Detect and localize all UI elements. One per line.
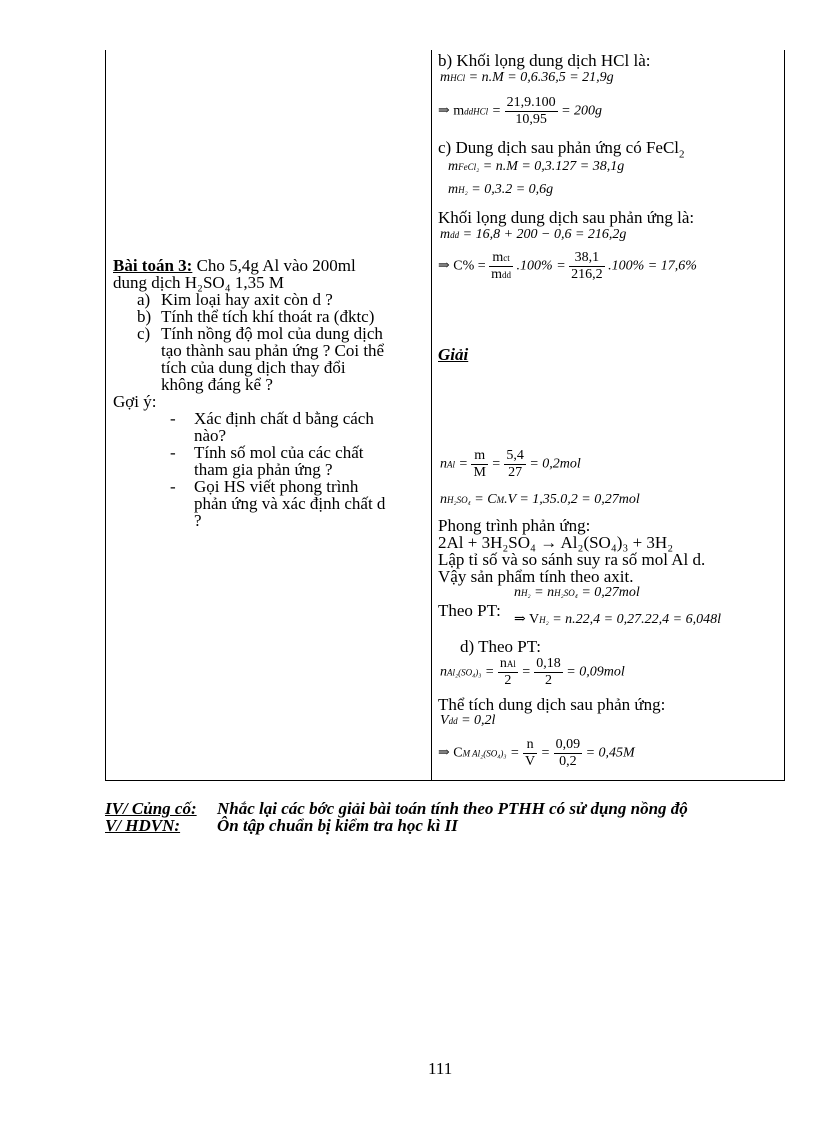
pt-title: Phong trình phản ứng: [438, 516, 591, 535]
goi-y-label: Gợi ý: [113, 392, 157, 411]
hint-1-line-2: nào? [194, 426, 227, 445]
footer-v [105, 816, 458, 836]
problem-intro: Bài toán 3: Cho 5,4g Al vào 200ml [113, 256, 356, 275]
lap-ti-so: Lập tỉ số và so sánh suy ra số mol Al d. [438, 550, 706, 569]
m-h2-formula: mH₂ = 0,3.2 = 0,6g [448, 182, 554, 197]
footer-v-text: Ôn tập chuẩn bị kiểm tra học kì II [217, 816, 458, 835]
footer-v-label: V/ HDVN: [105, 816, 181, 835]
problem-line-2: dung dịch H₂SO₄ 1,35 M [113, 273, 284, 292]
part-d-title: d) Theo PT: [460, 637, 541, 656]
m-hcl-formula: mHCl = n.M = 0,6.36,5 = 21,9g [440, 70, 614, 85]
reaction-equation: 2Al + 3H₂SO₄ → Al₂(SO₄)₃ + 3H₂ [438, 533, 674, 552]
part-b-title: b) Khối lọng dung dịch HCl là: [438, 51, 651, 70]
option-c-line-4: không đáng kể ? [161, 375, 273, 394]
hint-3-dash: - [170, 477, 176, 496]
c-percent-formula: ⇒ C% = $\frac{\text{mct}}{\text{mdd}}$ .100% = $\frac{38,1}{216,2}$ .100% = 17,6% [438, 250, 697, 282]
hint-2-line-2: tham gia phản ứng ? [194, 460, 333, 479]
hint-3-line-1: Gọi HS viết phong trình [194, 477, 359, 496]
footer-iv-text: Nhắc lại các bớc giải bài toán tính theo PTHH có sử dụng nồng độ [217, 799, 688, 818]
option-c: c) Tính nồng độ mol của dung dịch [137, 324, 383, 343]
v-dd-formula: Vdd = 0,2l [440, 713, 496, 728]
option-c-line-3: tích của dung dịch thay đổi [161, 358, 346, 377]
the-tich-title: Thể tích dung dịch sau phản ứng: [438, 695, 666, 714]
giai-heading: Giải [438, 345, 469, 364]
part-c-title: c) Dung dịch sau phản ứng có FeCl$_2$ [438, 138, 685, 161]
problem-heading: Bài toán 3: [113, 256, 193, 275]
hint-3-line-2: phản ứng và xác định chất d [194, 494, 386, 513]
theo-pt-label: Theo PT: [438, 601, 501, 620]
v-h2-formula: ⇒ VH₂ = n.22,4 = 0,27.22,4 = 6,048l [514, 612, 721, 627]
column-divider [431, 50, 432, 780]
n-al-formula: nAl = $\frac{m}{M}$ = $\frac{5,4}{27}$ = 0,2mol [440, 448, 581, 480]
m-fecl2-formula: mFeCl₂ = n.M = 0,3.127 = 38,1g [448, 159, 625, 174]
n-h2so4-formula: nH₂SO₄ = CM.V = 1,35.0,2 = 0,27mol [440, 492, 640, 507]
m-ddhcl-formula: ⇒ mddHCl = $\frac{21,9.100}{10,95}$ = 200g [438, 95, 603, 127]
hint-3-line-3: ? [194, 511, 202, 530]
hint-1-line-1: Xác định chất d bằng cách [194, 409, 374, 428]
kl-title: Khối lọng dung dịch sau phản ứng là: [438, 208, 695, 227]
hint-1-dash: - [170, 409, 176, 428]
option-c-line-2: tạo thành sau phản ứng ? Coi thể [161, 341, 385, 360]
option-a: a) Kim loại hay axit còn d ? [137, 290, 333, 309]
option-b: b) Tính thể tích khí thoát ra (đktc) [137, 307, 375, 326]
n-h2-formula: nH₂ = nH₂SO₄ = 0,27mol [514, 585, 640, 600]
hint-2-line-1: Tính số mol của các chất [194, 443, 364, 462]
vay-text: Vậy sản phẩm tính theo axit. [438, 567, 634, 586]
footer-iv-label: IV/ Củng cố: [105, 799, 197, 818]
m-dd-formula: mdd = 16,8 + 200 − 0,6 = 216,2g [440, 227, 627, 242]
n-al2so43-formula: nAl₂(SO₄)₃ = $\frac{\text{nAl}}{2}$ = $\frac{0,18}{2}$ = 0,09mol [440, 656, 625, 688]
c-m-formula: ⇒ CM Al₂(SO₄)₃ = $\frac{n}{V}$ = $\frac{0,09}{0,2}$ = 0,45M [438, 737, 635, 769]
page-number: 111 [428, 1059, 453, 1078]
hint-2-dash: - [170, 443, 176, 462]
